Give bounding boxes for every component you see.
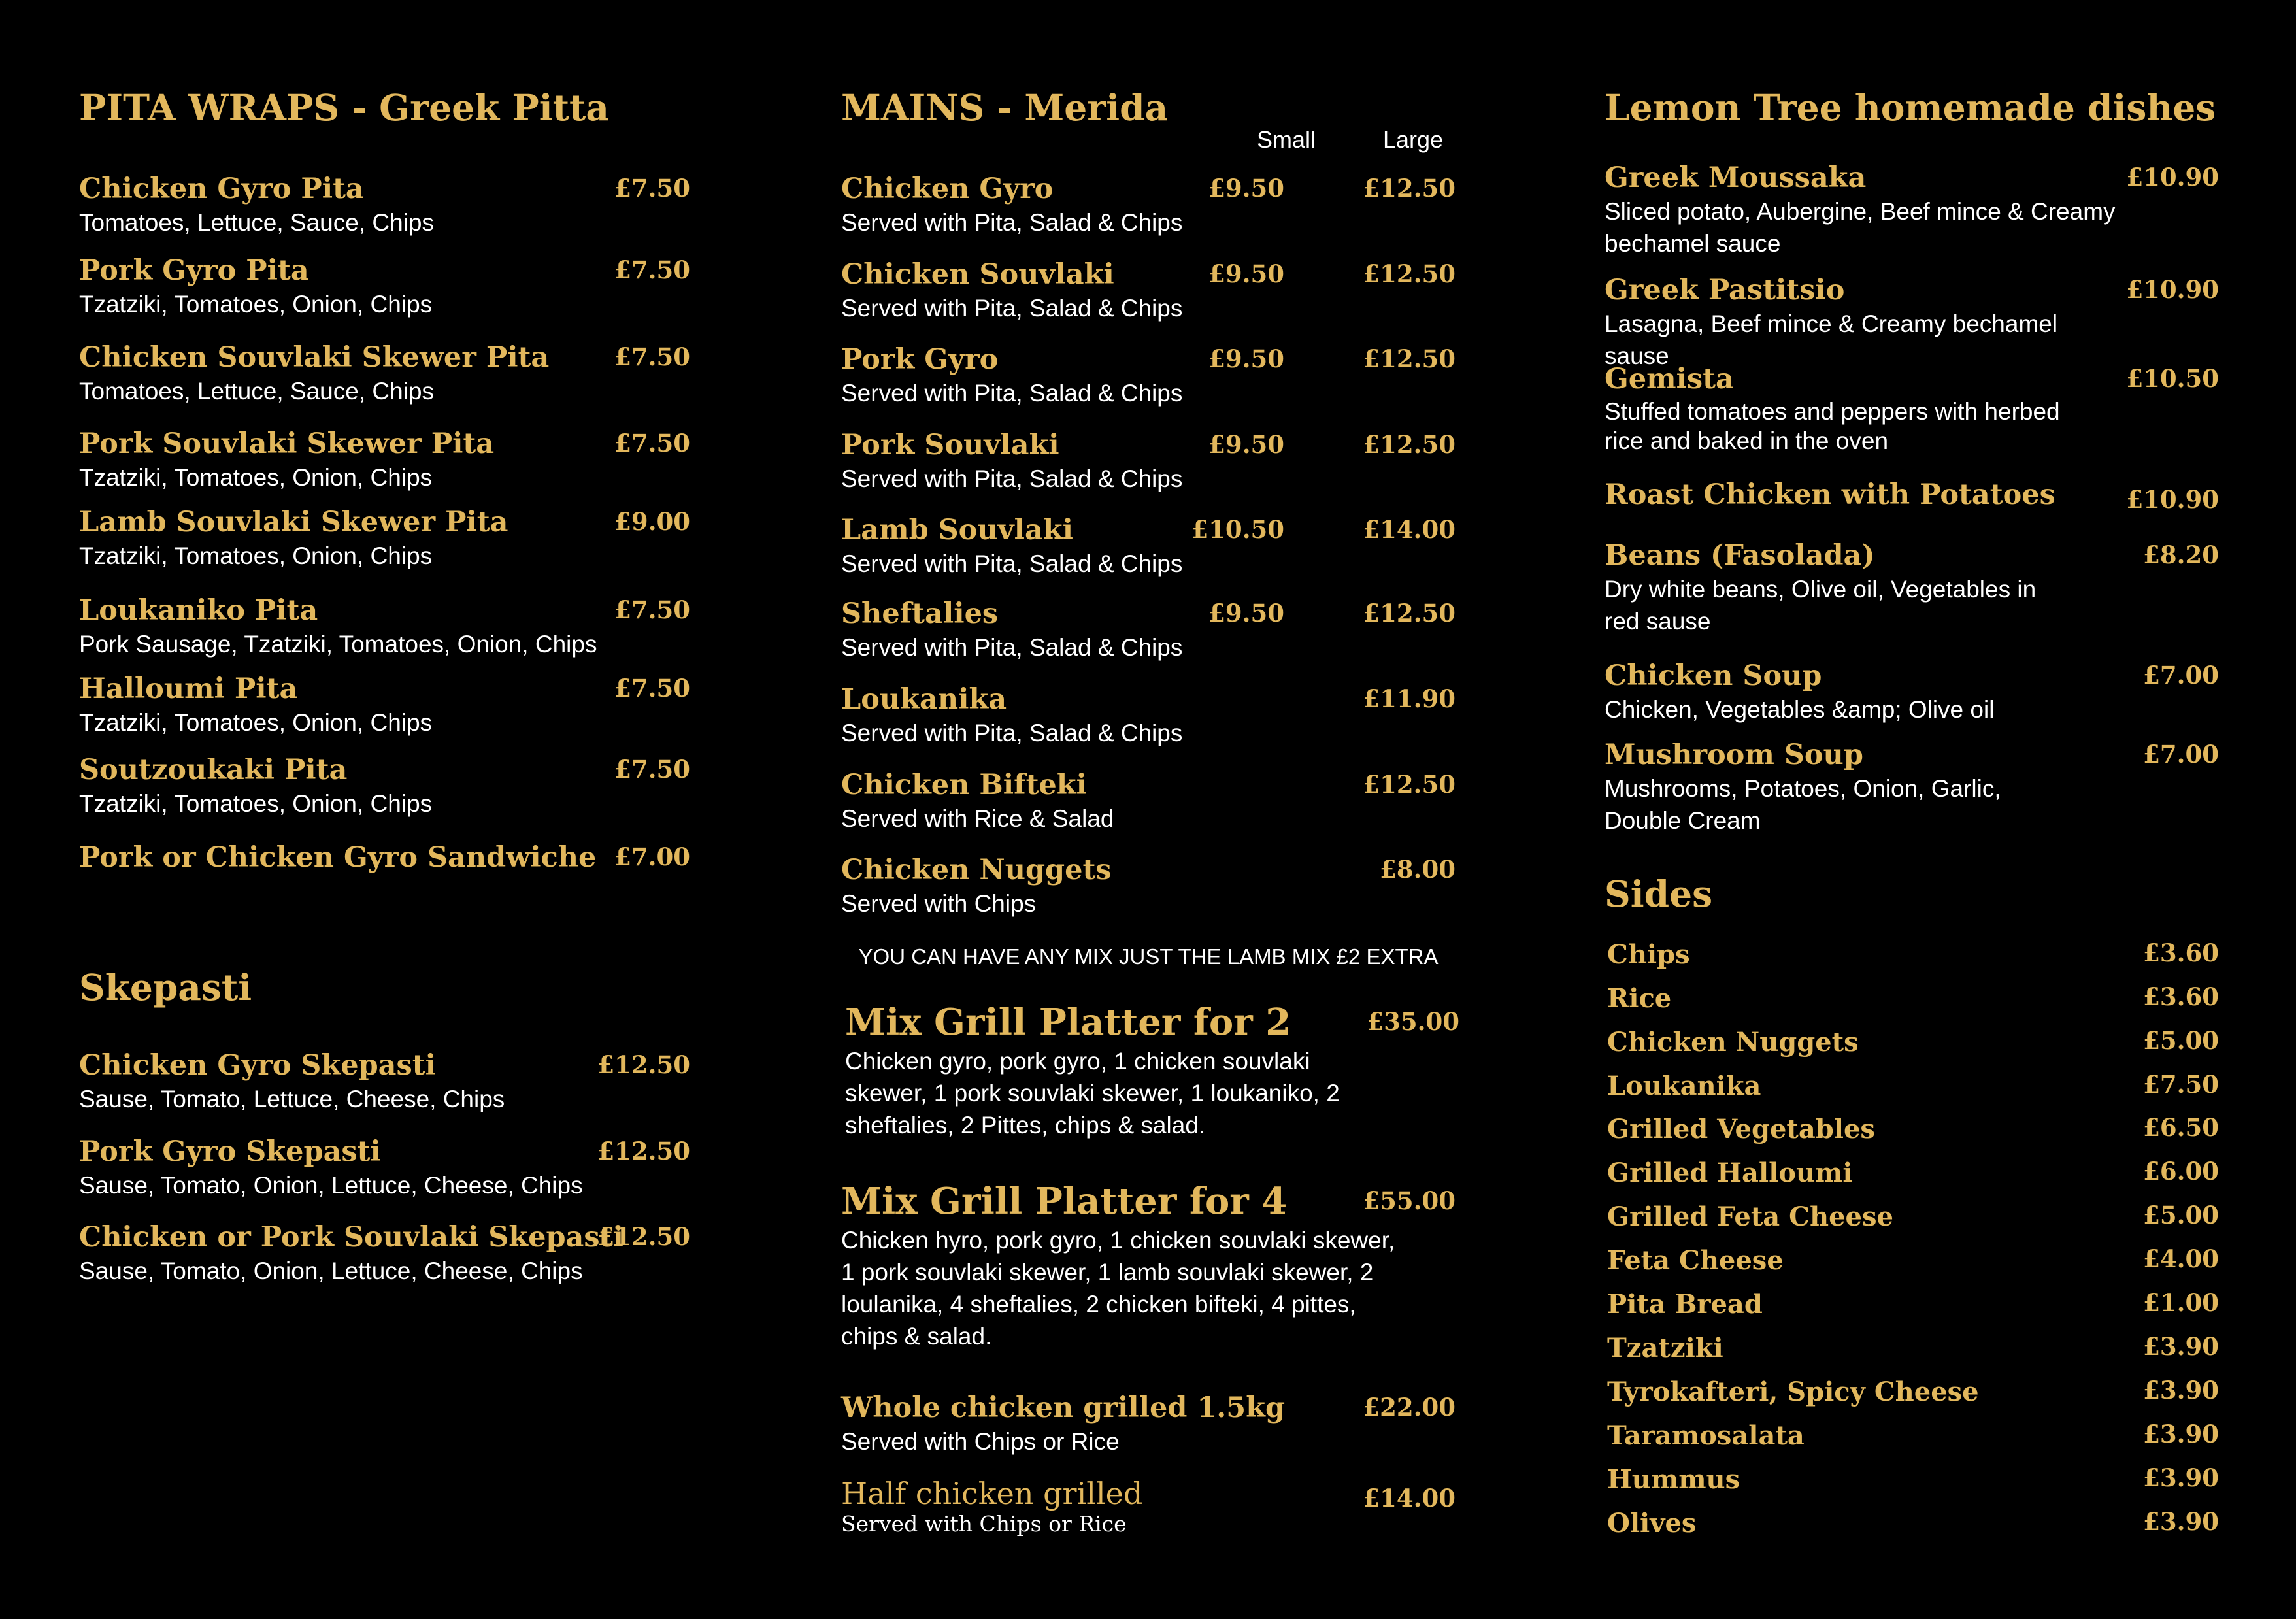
menu-item: [1605, 658, 2219, 726]
item-price-large: £12.50: [1363, 599, 1456, 627]
item-desc: Served with Pita, Salad & Chips: [841, 380, 1183, 407]
item-name: Greek Moussaka: [1605, 161, 1867, 194]
item-name: Grilled Vegetables: [1607, 1114, 1875, 1144]
item-desc: Served with Pita, Salad & Chips: [841, 550, 1183, 577]
item-name: Tyrokafteri, Spicy Cheese: [1607, 1377, 1979, 1407]
item-name: Grilled Feta Cheese: [1607, 1201, 1893, 1232]
item-name: Mushroom Soup: [1605, 739, 1863, 771]
item-price: £9.00: [614, 507, 690, 536]
item-desc: Tomatoes, Lettuce, Sauce, Chips: [79, 209, 434, 236]
side-item: [1607, 1418, 2219, 1458]
item-price: £8.20: [2143, 541, 2219, 569]
item-price: £22.00: [1363, 1393, 1456, 1422]
item-price-small: £10.50: [1191, 515, 1284, 544]
menu-item: [841, 342, 1456, 409]
item-desc: Served with Pita, Salad & Chips: [841, 295, 1183, 322]
side-item: [1607, 981, 2219, 1020]
item-price-large: £12.50: [1363, 344, 1456, 373]
menu-item: [79, 340, 690, 407]
item-name: Chicken Soup: [1605, 659, 1822, 692]
item-price: £7.50: [614, 174, 690, 203]
item-desc: Served with Chips: [841, 890, 1037, 917]
item-price-large: £8.00: [1380, 855, 1456, 884]
item-name: Chicken Bifteki: [841, 769, 1087, 801]
skepasti-heading: Skepasti: [79, 966, 252, 1009]
side-item: [1607, 1506, 2219, 1545]
item-price-large: £12.50: [1363, 430, 1456, 459]
item-desc: Served with Chips or Rice: [841, 1511, 1127, 1537]
item-name: Pork Souvlaki: [841, 429, 1059, 461]
item-price: £3.90: [2143, 1420, 2219, 1448]
item-price: £6.00: [2143, 1157, 2219, 1186]
item-name: Chicken Gyro Skepasti: [79, 1049, 436, 1082]
item-price: £7.00: [2143, 661, 2219, 690]
pita-heading: PITA WRAPS - Greek Pitta: [79, 86, 610, 129]
item-name: Chicken Nuggets: [1607, 1027, 1859, 1058]
item-name: Loukanika: [1607, 1071, 1761, 1101]
item-name: Pork Gyro Pita: [79, 254, 309, 287]
menu-item: [841, 171, 1456, 239]
item-price: £7.50: [614, 256, 690, 284]
item-price: £3.90: [2143, 1376, 2219, 1405]
side-item: [1607, 1331, 2219, 1370]
item-price: £7.00: [614, 843, 690, 871]
item-name: Chicken or Pork Souvlaki Skepasti: [79, 1221, 624, 1254]
item-price: £3.60: [2143, 982, 2219, 1011]
menu-item: [841, 767, 1456, 835]
menu-item: [841, 852, 1456, 920]
item-desc: Stuffed tomatoes and peppers with herbed rice and baked in the oven: [1605, 398, 2060, 454]
item-desc: Sliced potato, Aubergine, Beef mince & Creamy bechamel sauce: [1605, 198, 2116, 257]
side-item: [1607, 1112, 2219, 1151]
item-name: Whole chicken grilled 1.5kg: [841, 1392, 1286, 1424]
menu-item: [79, 426, 690, 493]
item-name: Rice: [1607, 983, 1672, 1014]
item-desc: Chicken hyro, pork gyro, 1 chicken souvlaki skewer, 1 pork souvlaki skewer, 1 lamb souvlaki skewer, 2 loulanika, 4 sheftalies, 2 chicken bifteki, 4 pittes, chips & salad.: [841, 1227, 1395, 1350]
item-price: £7.00: [2143, 740, 2219, 769]
item-desc: Served with Chips or Rice: [841, 1428, 1120, 1455]
item-desc: Chicken gyro, pork gyro, 1 chicken souvlaki skewer, 1 pork souvlaki skewer, 1 loukaniko, 2 sheftalies, 2 Pittes, chips & salad.: [845, 1048, 1340, 1139]
side-item: [1607, 1462, 2219, 1501]
menu-item: [1605, 737, 2219, 837]
menu-item: [1605, 538, 2219, 637]
item-price-small: £9.50: [1208, 599, 1284, 627]
platter-item: [845, 999, 1459, 1141]
menu-item: [841, 512, 1456, 580]
item-name: Feta Cheese: [1607, 1245, 1784, 1276]
item-desc: Tzatziki, Tomatoes, Onion, Chips: [79, 291, 433, 318]
item-name: Chicken Souvlaki: [841, 258, 1114, 291]
item-name: Pork Gyro: [841, 343, 999, 376]
menu-item: [79, 671, 690, 739]
menu-item: [1605, 160, 2219, 259]
item-name: Halloumi Pita: [79, 673, 298, 705]
item-desc: Lasagna, Beef mince & Creamy bechamel sause: [1605, 310, 2058, 369]
item-price: £7.50: [614, 342, 690, 371]
item-name: Olives: [1607, 1508, 1697, 1539]
item-price: £3.90: [2143, 1463, 2219, 1492]
item-name: Loukanika: [841, 683, 1007, 716]
item-name: Chicken Gyro Pita: [79, 173, 364, 205]
item-desc: Pork Sausage, Tzatziki, Tomatoes, Onion, Chips: [79, 631, 597, 658]
item-price: £4.00: [2143, 1244, 2219, 1273]
item-price: £7.50: [2143, 1070, 2219, 1099]
item-name: Loukaniko Pita: [79, 594, 318, 627]
item-price: £10.90: [2126, 275, 2219, 304]
item-price: £14.00: [1363, 1484, 1456, 1512]
item-price-small: £9.50: [1208, 430, 1284, 459]
sides-heading: Sides: [1605, 873, 1713, 915]
item-name: Grilled Halloumi: [1607, 1158, 1853, 1188]
side-item: [1607, 1156, 2219, 1195]
item-name: Chicken Souvlaki Skewer Pita: [79, 341, 550, 374]
item-price-large: £12.50: [1363, 174, 1456, 203]
menu-item: [79, 1048, 690, 1115]
item-name: Lamb Souvlaki Skewer Pita: [79, 506, 508, 539]
menu-item: [79, 1220, 690, 1287]
large-column-label: Large: [1383, 126, 1444, 153]
menu-item: [79, 253, 690, 320]
menu-item: [79, 505, 690, 572]
side-item: [1607, 1243, 2219, 1282]
item-desc: Sause, Tomato, Lettuce, Cheese, Chips: [79, 1086, 505, 1112]
item-price-large: £11.90: [1363, 684, 1456, 713]
item-name: Chips: [1607, 939, 1690, 970]
item-desc: Mushrooms, Potatoes, Onion, Garlic, Double Cream: [1605, 775, 2001, 834]
item-name: Mix Grill Platter for 2: [845, 1001, 1291, 1044]
side-item: [1607, 1025, 2219, 1064]
item-desc: Sause, Tomato, Onion, Lettuce, Cheese, Chips: [79, 1258, 583, 1284]
side-item: [1607, 937, 2219, 976]
menu-item: [79, 1134, 690, 1201]
item-name: Sheftalies: [841, 597, 999, 630]
item-price: £10.90: [2126, 163, 2219, 192]
item-desc: Dry white beans, Olive oil, Vegetables in red sause: [1605, 576, 2037, 635]
menu-item: [841, 682, 1456, 749]
item-price: £7.50: [614, 595, 690, 624]
item-desc: Tzatziki, Tomatoes, Onion, Chips: [79, 542, 433, 569]
item-price: £10.50: [2126, 364, 2219, 393]
menu-item: [79, 593, 690, 660]
side-item: [1607, 1287, 2219, 1326]
item-name: Chicken Nuggets: [841, 854, 1112, 886]
item-name: Chicken Gyro: [841, 173, 1054, 205]
item-name: Roast Chicken with Potatoes: [1605, 478, 2055, 511]
item-desc: Served with Rice & Salad: [841, 805, 1114, 832]
menu-item: [841, 427, 1456, 495]
item-desc: Served with Pita, Salad & Chips: [841, 720, 1183, 746]
item-desc: Served with Pita, Salad & Chips: [841, 634, 1183, 661]
item-price: £7.50: [614, 755, 690, 784]
item-price: £7.50: [614, 674, 690, 703]
item-price: £5.00: [2143, 1201, 2219, 1229]
item-price: £3.90: [2143, 1332, 2219, 1361]
item-price: £6.50: [2143, 1113, 2219, 1142]
item-desc: Tomatoes, Lettuce, Sauce, Chips: [79, 378, 434, 405]
item-price: £7.50: [614, 429, 690, 458]
menu-item: [841, 1390, 1456, 1458]
item-desc: Tzatziki, Tomatoes, Onion, Chips: [79, 709, 433, 736]
item-price-small: £9.50: [1208, 344, 1284, 373]
item-price: £3.90: [2143, 1507, 2219, 1536]
item-name: Pork Gyro Skepasti: [79, 1135, 381, 1168]
item-price: £55.00: [1363, 1186, 1456, 1215]
item-desc: Served with Pita, Salad & Chips: [841, 465, 1183, 492]
item-desc: Tzatziki, Tomatoes, Onion, Chips: [79, 790, 433, 817]
item-name: Half chicken grilled: [841, 1476, 1143, 1511]
item-name: Pita Bread: [1607, 1289, 1763, 1320]
item-name: Taramosalata: [1607, 1420, 1805, 1451]
side-item: [1607, 1375, 2219, 1414]
menu-item: [1605, 477, 2219, 512]
side-item: [1607, 1069, 2219, 1108]
item-name: Pork or Chicken Gyro Sandwiche: [79, 841, 597, 874]
item-price-small: £9.50: [1208, 174, 1284, 203]
menu-item: [79, 752, 690, 820]
item-name: Beans (Fasolada): [1605, 539, 1875, 572]
menu-item: [1605, 273, 2219, 372]
menu-item: [79, 171, 690, 239]
item-price: £12.50: [597, 1222, 690, 1251]
item-desc: Served with Pita, Salad & Chips: [841, 209, 1183, 236]
item-name: Hummus: [1607, 1464, 1740, 1495]
item-price: £12.50: [597, 1137, 690, 1165]
menu-item: [1605, 361, 2219, 456]
item-name: Soutzoukaki Pita: [79, 754, 348, 786]
small-column-label: Small: [1257, 126, 1316, 153]
item-price: £1.00: [2143, 1288, 2219, 1317]
item-name: Mix Grill Platter for 4: [841, 1180, 1288, 1223]
side-item: [1607, 1199, 2219, 1239]
homemade-heading: Lemon Tree homemade dishes: [1605, 86, 2216, 129]
item-name: Pork Souvlaki Skewer Pita: [79, 427, 495, 460]
item-name: Gemista: [1605, 363, 1734, 395]
item-price: £3.60: [2143, 939, 2219, 967]
item-price-small: £9.50: [1208, 259, 1284, 288]
item-price-large: £14.00: [1363, 515, 1456, 544]
item-price: £12.50: [597, 1050, 690, 1079]
item-name: Tzatziki: [1607, 1333, 1723, 1363]
menu-item: [841, 596, 1456, 663]
item-desc: Sause, Tomato, Onion, Lettuce, Cheese, Chips: [79, 1172, 583, 1199]
item-price-large: £12.50: [1363, 259, 1456, 288]
menu-item: [841, 1476, 1456, 1537]
item-price: £10.90: [2126, 485, 2219, 514]
menu-item: [841, 257, 1456, 324]
item-desc: Tzatziki, Tomatoes, Onion, Chips: [79, 464, 433, 491]
item-name: Lamb Souvlaki: [841, 514, 1073, 546]
item-price-large: £12.50: [1363, 770, 1456, 799]
menu-item: [79, 840, 690, 875]
item-price: £35.00: [1367, 1007, 1459, 1036]
mains-heading: MAINS - Merida: [841, 86, 1169, 129]
platter-item: [841, 1178, 1456, 1352]
mix-note: YOU CAN HAVE ANY MIX JUST THE LAMB MIX £2 EXTRA: [858, 944, 1439, 969]
item-price: £5.00: [2143, 1026, 2219, 1055]
item-desc: Chicken, Vegetables &amp; Olive oil: [1605, 696, 1995, 723]
item-name: Greek Pastitsio: [1605, 274, 1845, 307]
